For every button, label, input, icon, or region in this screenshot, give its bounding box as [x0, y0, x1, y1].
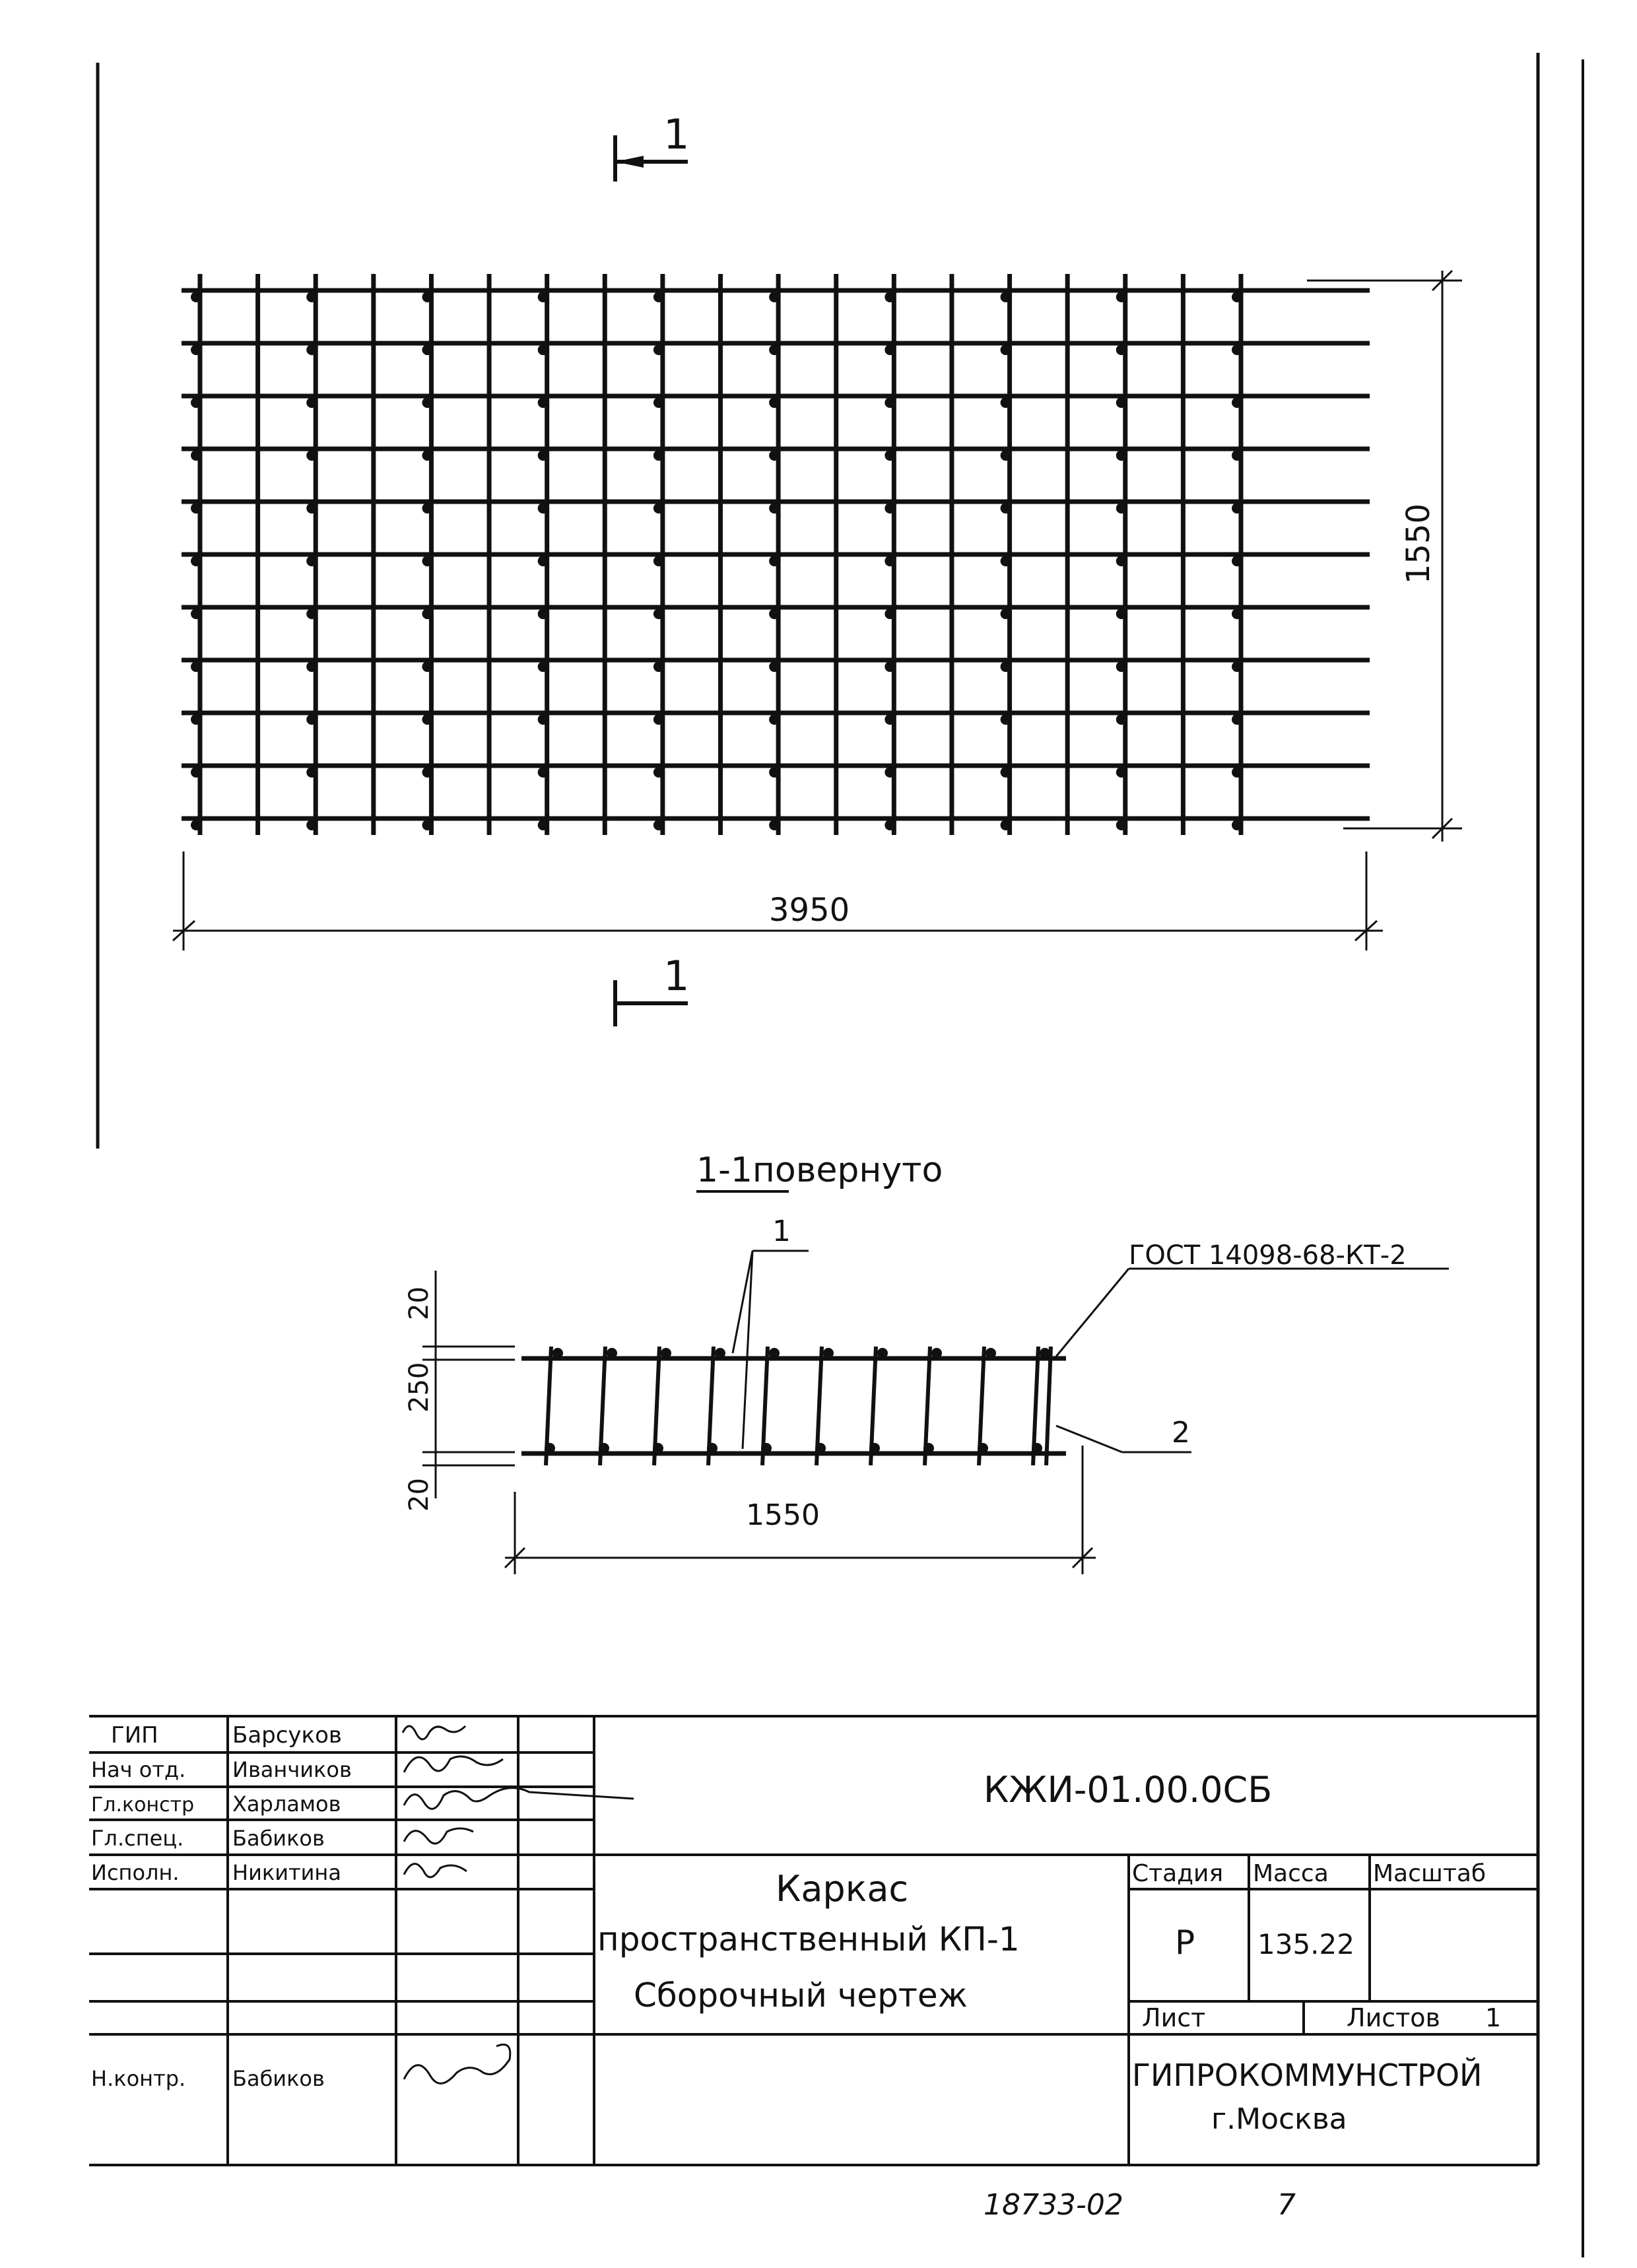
weld-dot: [422, 556, 432, 566]
weld-dot: [306, 661, 317, 672]
role-4: Исполн.: [91, 1860, 180, 1885]
role-5: Н.контр.: [91, 2066, 186, 2091]
section-weld-dot: [823, 1348, 834, 1358]
weld-dot: [538, 450, 549, 461]
role-1: Нач отд.: [91, 1757, 186, 1782]
section-title: 1-1повернуто: [696, 1151, 943, 1190]
mesh-plan: [182, 274, 1370, 835]
weld-dot: [1116, 450, 1127, 461]
section-weld-dot: [715, 1348, 725, 1358]
weld-dot: [306, 450, 317, 461]
weld-dot: [422, 820, 432, 830]
weld-dot: [885, 397, 895, 408]
weld-dot: [1232, 820, 1242, 830]
weld-dot: [769, 609, 780, 619]
weld-dot: [191, 714, 201, 725]
section-mark-bottom-label: 1: [663, 952, 690, 1000]
weld-dot: [1116, 609, 1127, 619]
section-weld-dot: [707, 1443, 718, 1453]
weld-dot: [306, 397, 317, 408]
section-weld-dot: [653, 1443, 663, 1453]
weld-dot: [769, 503, 780, 514]
weld-dot: [1001, 556, 1011, 566]
section-weld-dot: [877, 1348, 888, 1358]
title-line-2: пространственный КП-1: [597, 1920, 1020, 1958]
weld-dot: [191, 292, 201, 302]
mass-header: Масса: [1253, 1860, 1329, 1887]
weld-dot: [653, 609, 664, 619]
weld-dot: [653, 767, 664, 778]
weld-dot: [1116, 556, 1127, 566]
weld-dot: [653, 397, 664, 408]
role-0: ГИП: [111, 1722, 158, 1749]
weld-dot: [769, 714, 780, 725]
section-weld-dot: [545, 1443, 555, 1453]
weld-dot: [769, 767, 780, 778]
sheet-label: Лист: [1142, 2003, 1206, 2032]
weld-dot: [885, 820, 895, 830]
section-weld-dot: [923, 1443, 934, 1453]
section-weld-dot: [815, 1443, 826, 1453]
weld-dot: [306, 292, 317, 302]
weld-dot: [1116, 397, 1127, 408]
weld-dot: [1116, 767, 1127, 778]
weld-dot: [653, 820, 664, 830]
weld-dot: [1001, 450, 1011, 461]
weld-dot: [1001, 714, 1011, 725]
weld-dot: [306, 767, 317, 778]
section-dim-height: 250: [404, 1362, 434, 1413]
weld-dot: [885, 661, 895, 672]
weld-dot: [538, 556, 549, 566]
weld-dot: [538, 397, 549, 408]
section-weld-dot: [978, 1443, 988, 1453]
section-weld-dot: [761, 1443, 772, 1453]
weld-dot: [538, 820, 549, 830]
weld-dot: [1001, 661, 1011, 672]
weld-dot: [769, 292, 780, 302]
section-end-bar: [1046, 1347, 1051, 1465]
weld-dot: [191, 609, 201, 619]
section-weld-dot: [1032, 1443, 1042, 1453]
weld-dot: [653, 450, 664, 461]
section-weld-dot: [552, 1348, 563, 1358]
org-line-2: г.Москва: [1211, 2102, 1347, 2136]
weld-dot: [191, 820, 201, 830]
weld-dot: [1116, 503, 1127, 514]
plan-height-dimension: 1550: [1400, 503, 1437, 584]
mass-value: 135.22: [1257, 1928, 1354, 1960]
archive-number: 18733-02: [984, 2188, 1123, 2222]
text-layer: [91, 110, 1501, 2222]
weld-dot: [1232, 397, 1242, 408]
weld-dot: [885, 556, 895, 566]
weld-dot: [1116, 292, 1127, 302]
weld-dot: [653, 503, 664, 514]
section-weld-dot: [931, 1348, 942, 1358]
doc-code: КЖИ-01.00.0СБ: [984, 1769, 1273, 1811]
name-0: Барсуков: [232, 1722, 342, 1749]
weld-dot: [538, 661, 549, 672]
weld-dot: [422, 767, 432, 778]
weld-dot: [769, 820, 780, 830]
weld-dot: [653, 345, 664, 355]
leader-label-2: 2: [1172, 1416, 1190, 1450]
org-line-1: ГИПРОКОММУНСТРОЙ: [1132, 2057, 1483, 2093]
section-weld-dot: [661, 1348, 671, 1358]
weld-dot: [191, 556, 201, 566]
weld-dot: [1232, 292, 1242, 302]
section-width-dimension: 1550: [746, 1498, 820, 1532]
weld-dot: [885, 345, 895, 355]
weld-dot: [422, 609, 432, 619]
weld-dot: [306, 820, 317, 830]
plan-length-dimension: 3950: [769, 892, 850, 929]
weld-dot: [422, 503, 432, 514]
weld-dot: [1116, 345, 1127, 355]
weld-dot: [422, 292, 432, 302]
leader-label-1: 1: [772, 1215, 791, 1248]
section-dim-top-cover: 20: [404, 1286, 434, 1320]
gost-note: ГОСТ 14098-68-КТ-2: [1129, 1240, 1407, 1271]
weld-dot: [1232, 345, 1242, 355]
weld-dot: [653, 292, 664, 302]
plan-dimension-lines: [173, 271, 1462, 951]
section-weld-dot: [607, 1348, 617, 1358]
weld-dot: [538, 503, 549, 514]
weld-dot: [1116, 714, 1127, 725]
weld-dot: [885, 609, 895, 619]
weld-dot: [191, 661, 201, 672]
weld-dot: [653, 714, 664, 725]
role-2: Гл.констр: [91, 1793, 195, 1817]
weld-dot: [422, 661, 432, 672]
weld-dot: [422, 345, 432, 355]
weld-dot: [191, 397, 201, 408]
weld-dot: [538, 714, 549, 725]
section-weld-dot: [769, 1348, 780, 1358]
scale-header: Масштаб: [1373, 1860, 1487, 1887]
weld-dot: [191, 450, 201, 461]
weld-dot: [1232, 661, 1242, 672]
weld-dot: [1232, 556, 1242, 566]
weld-dot: [306, 345, 317, 355]
weld-dot: [1232, 450, 1242, 461]
weld-dot: [885, 503, 895, 514]
section-weld-dot: [869, 1443, 880, 1453]
weld-dot: [1116, 820, 1127, 830]
weld-dot: [538, 609, 549, 619]
role-3: Гл.спец.: [91, 1826, 184, 1851]
weld-dot: [538, 292, 549, 302]
name-4: Никитина: [232, 1860, 341, 1885]
weld-dot: [1001, 503, 1011, 514]
name-1: Иванчиков: [232, 1757, 352, 1782]
weld-dot: [1001, 345, 1011, 355]
weld-dot: [422, 397, 432, 408]
section-mark-top-label: 1: [663, 110, 690, 158]
name-3: Бабиков: [232, 1826, 325, 1851]
section-dim-bottom-cover: 20: [404, 1478, 434, 1512]
page-number: 7: [1277, 2188, 1296, 2222]
section-weld-dot: [986, 1348, 996, 1358]
weld-dot: [769, 345, 780, 355]
weld-dot: [1232, 767, 1242, 778]
weld-dot: [769, 556, 780, 566]
weld-dot: [769, 397, 780, 408]
title-line-3: Сборочный чертеж: [634, 1976, 968, 2015]
weld-dot: [1001, 767, 1011, 778]
weld-dot: [653, 661, 664, 672]
section-weld-dot: [599, 1443, 609, 1453]
name-5: Бабиков: [232, 2066, 325, 2091]
weld-dot: [653, 556, 664, 566]
title-line-1: Каркас: [776, 1868, 909, 1910]
weld-dot: [306, 714, 317, 725]
weld-dot: [306, 556, 317, 566]
weld-dot: [1001, 397, 1011, 408]
weld-dot: [885, 714, 895, 725]
weld-dot: [538, 345, 549, 355]
sheets-value: 1: [1485, 2003, 1502, 2032]
sheets-label: Листов: [1347, 2003, 1440, 2032]
weld-dot: [1001, 609, 1011, 619]
weld-dot: [538, 767, 549, 778]
gost-leader: [1056, 1269, 1129, 1356]
weld-dot: [885, 292, 895, 302]
weld-dot: [1232, 714, 1242, 725]
weld-dot: [1232, 503, 1242, 514]
stage-header: Стадия: [1132, 1860, 1224, 1887]
name-2: Харламов: [232, 1791, 341, 1817]
weld-dot: [1001, 820, 1011, 830]
weld-dot: [885, 450, 895, 461]
leader-2: [1056, 1426, 1122, 1452]
weld-dot: [306, 609, 317, 619]
weld-dot: [769, 450, 780, 461]
weld-dot: [1232, 609, 1242, 619]
weld-dot: [1116, 661, 1127, 672]
weld-dot: [191, 345, 201, 355]
weld-dot: [306, 503, 317, 514]
weld-dot: [191, 503, 201, 514]
weld-dot: [885, 767, 895, 778]
stage-value: Р: [1175, 1923, 1195, 1962]
weld-dot: [422, 450, 432, 461]
weld-dot: [769, 661, 780, 672]
weld-dot: [422, 714, 432, 725]
weld-dot: [1001, 292, 1011, 302]
weld-dot: [191, 767, 201, 778]
